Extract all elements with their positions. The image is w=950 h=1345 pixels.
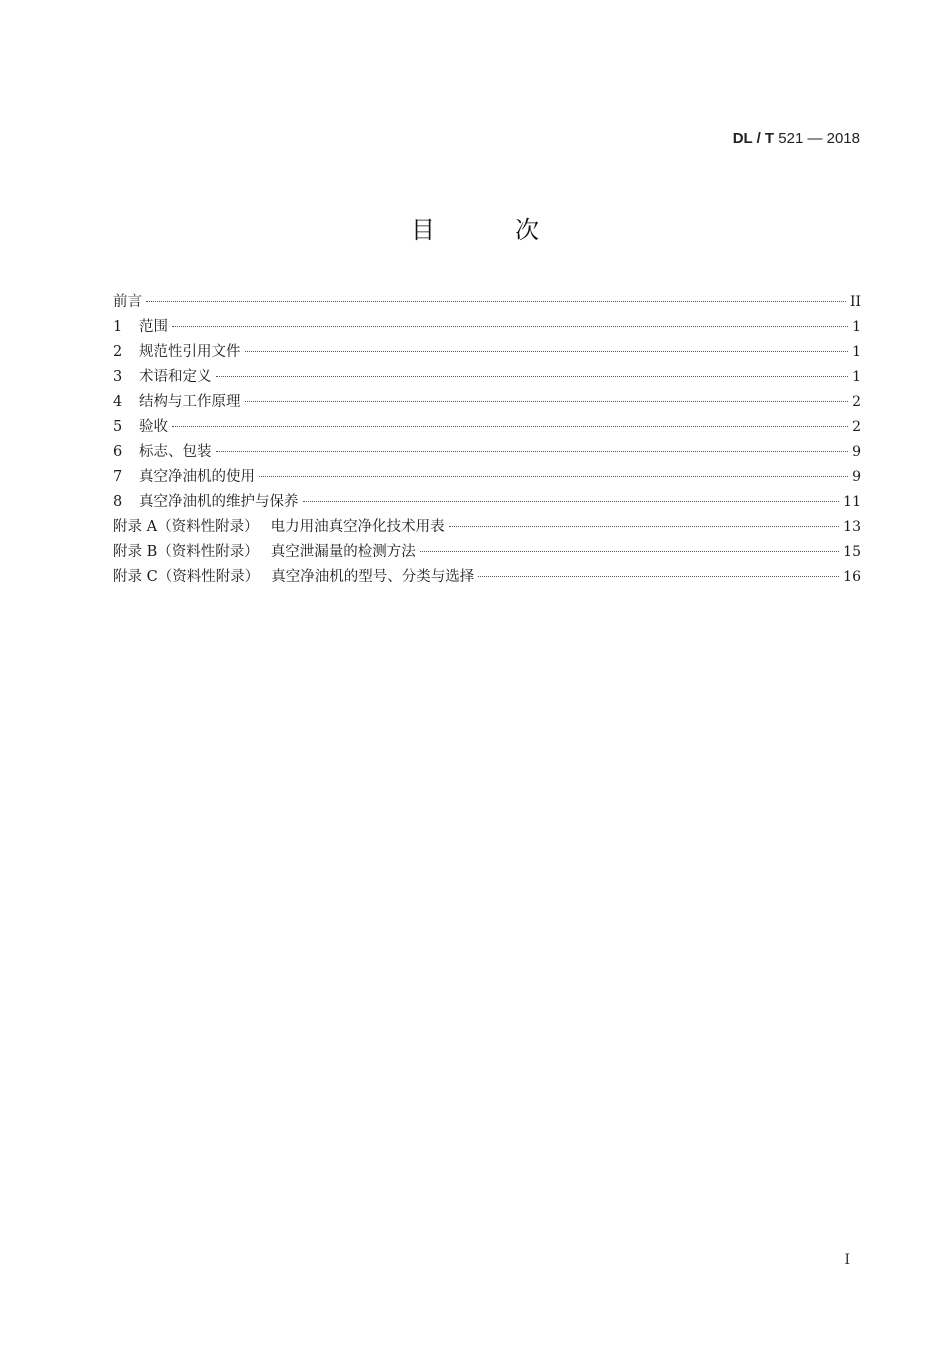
standard-number: 521 — 2018 (778, 130, 860, 147)
toc-leader-dots (146, 301, 846, 302)
toc-appendix-label (113, 515, 445, 540)
toc-entry-number: 3 (113, 369, 123, 385)
title-char-1: 目 (411, 216, 435, 244)
toc-entry-6[interactable] (113, 440, 861, 465)
toc-appendix-prefix: 附录 C（资料性附录） (113, 569, 260, 585)
toc-leader-dots (303, 501, 840, 502)
toc-entry-number: 4 (113, 394, 123, 410)
page-number: I (844, 1252, 850, 1268)
toc-entry-label: 结构与工作原理 (139, 394, 241, 410)
toc-entry-label: 标志、包装 (139, 444, 212, 460)
toc-leader-dots (245, 351, 849, 352)
toc-appendix-prefix: 附录 B（资料性附录） (113, 544, 259, 560)
toc-entry-page: 1 (852, 369, 861, 385)
toc-leader-dots (216, 451, 849, 452)
toc-entry-foreword[interactable] (113, 290, 861, 315)
toc-leader-dots (216, 376, 849, 377)
toc-entry-label: 规范性引用文件 (139, 344, 241, 360)
table-of-contents (113, 290, 861, 590)
toc-entry-number: 2 (113, 344, 123, 360)
toc-appendix-c[interactable] (113, 565, 861, 590)
toc-entry-8[interactable] (113, 490, 861, 515)
toc-entry-7[interactable] (113, 465, 861, 490)
toc-entry-page: 9 (852, 444, 861, 460)
toc-appendix-a[interactable] (113, 515, 861, 540)
toc-leader-dots (449, 526, 840, 527)
toc-entry-label: 范围 (139, 319, 168, 335)
toc-entry-number: 5 (113, 419, 123, 435)
toc-entry-number: 1 (113, 319, 123, 335)
toc-entry-page: 9 (852, 469, 861, 485)
toc-appendix-b[interactable] (113, 540, 861, 565)
toc-leader-dots (259, 476, 848, 477)
standard-code (733, 130, 860, 147)
toc-appendix-title: 电力用油真空净化技术用表 (270, 519, 445, 535)
toc-entry-number: 6 (113, 444, 123, 460)
toc-entry-3[interactable] (113, 365, 861, 390)
toc-entry-page: 15 (843, 544, 861, 560)
title-char-2: 次 (515, 216, 539, 244)
toc-entry-page: 16 (843, 569, 861, 585)
toc-appendix-title: 真空净油机的型号、分类与选择 (271, 569, 475, 585)
toc-entry-label: 前言 (113, 294, 142, 310)
toc-entry-1[interactable] (113, 315, 861, 340)
standard-prefix: DL / T (732, 130, 775, 147)
toc-entry-4[interactable] (113, 390, 861, 415)
toc-leader-dots (420, 551, 839, 552)
toc-entry-page: 2 (852, 394, 861, 410)
toc-entry-5[interactable] (113, 415, 861, 440)
toc-entry-page: 1 (852, 344, 861, 360)
toc-entry-label: 验收 (139, 419, 168, 435)
toc-entry-2[interactable] (113, 340, 861, 365)
toc-entry-page: 2 (852, 419, 861, 435)
toc-leader-dots (245, 401, 849, 402)
toc-entry-page: 13 (843, 519, 861, 535)
toc-entry-label: 术语和定义 (139, 369, 212, 385)
toc-entry-page: 11 (843, 494, 861, 510)
toc-entry-number: 8 (113, 494, 123, 510)
toc-appendix-title: 真空泄漏量的检测方法 (270, 544, 416, 560)
toc-entry-page: 1 (852, 319, 861, 335)
toc-leader-dots (172, 326, 848, 327)
toc-appendix-label (113, 565, 474, 590)
toc-entry-label: 真空净油机的使用 (139, 469, 255, 485)
toc-appendix-label (113, 540, 416, 565)
page-title (0, 210, 950, 245)
toc-leader-dots (478, 576, 839, 577)
toc-leader-dots (172, 426, 848, 427)
toc-entry-page: II (849, 294, 861, 310)
toc-appendix-prefix: 附录 A（资料性附录） (113, 519, 259, 535)
toc-entry-label: 真空净油机的维护与保养 (139, 494, 299, 510)
toc-entry-number: 7 (113, 469, 123, 485)
